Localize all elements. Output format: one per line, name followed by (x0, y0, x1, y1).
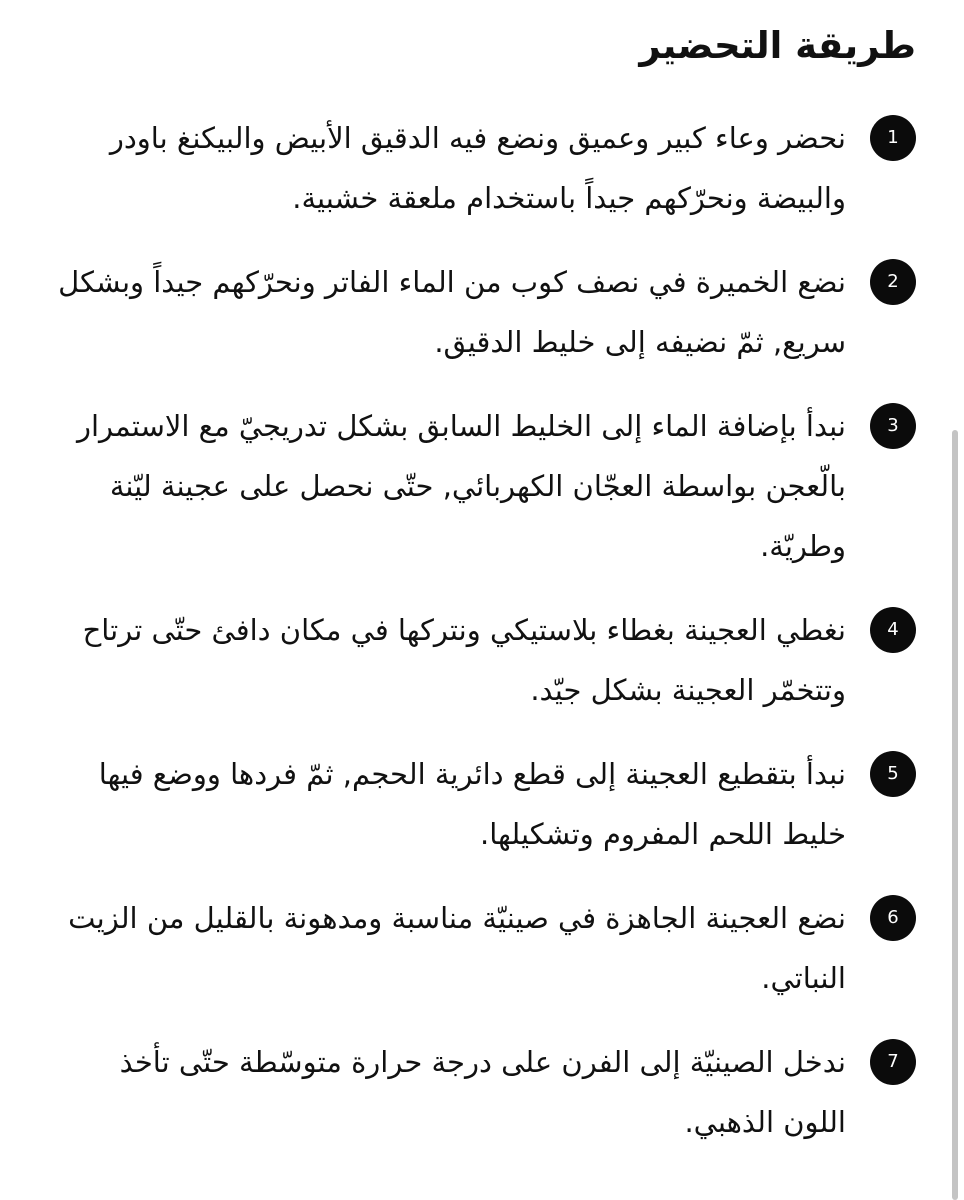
step-text: ندخل الصينيّة إلى الفرن على درجة حرارة متوسّطة حتّى تأخذ اللون الذهبي. (119, 1045, 846, 1139)
step-item (48, 396, 916, 600)
vertical-scrollbar[interactable] (952, 430, 958, 1200)
step-item (48, 744, 916, 888)
step-text: نبدأ بتقطيع العجينة إلى قطع دائرية الحجم, ثمّ فردها ووضع فيها خليط اللحم المفروم وتشكيلها. (98, 757, 846, 851)
step-item (48, 252, 916, 396)
step-text: نحضر وعاء كبير وعميق ونضع فيه الدقيق الأبيض والبيكنغ باودر والبيضة ونحرّكهم جيداً باستخدام ملعقة خشبية. (109, 121, 846, 215)
step-item (48, 600, 916, 744)
step-number-badge: 3 (870, 403, 916, 449)
step-text: نبدأ بإضافة الماء إلى الخليط السابق بشكل تدريجيّ مع الاستمرار بالّعجن بواسطة العجّان الكهربائي, حتّى نحصل على عجينة ليّنة وطريّة. (76, 409, 846, 563)
step-number-badge: 1 (870, 115, 916, 161)
step-text: نغطي العجينة بغطاء بلاستيكي ونتركها في مكان دافئ حتّى ترتاح وتتخمّر العجينة بشكل جيّد. (82, 613, 846, 707)
step-item (48, 888, 916, 1032)
step-text: نضع الخميرة في نصف كوب من الماء الفاتر ونحرّكهم جيداً وبشكل سريع, ثمّ نضيفه إلى خليط الدقيق. (58, 265, 846, 359)
step-number-badge: 7 (870, 1039, 916, 1085)
step-number-badge: 2 (870, 259, 916, 305)
step-text: نضع العجينة الجاهزة في صينيّة مناسبة ومدهونة بالقليل من الزيت النباتي. (68, 901, 846, 995)
step-number-badge: 6 (870, 895, 916, 941)
preparation-steps-list (48, 108, 916, 1176)
step-item (48, 108, 916, 252)
step-number-badge: 4 (870, 607, 916, 653)
step-item (48, 1032, 916, 1176)
step-number-badge: 5 (870, 751, 916, 797)
section-title: طريقة التحضير (639, 24, 916, 67)
